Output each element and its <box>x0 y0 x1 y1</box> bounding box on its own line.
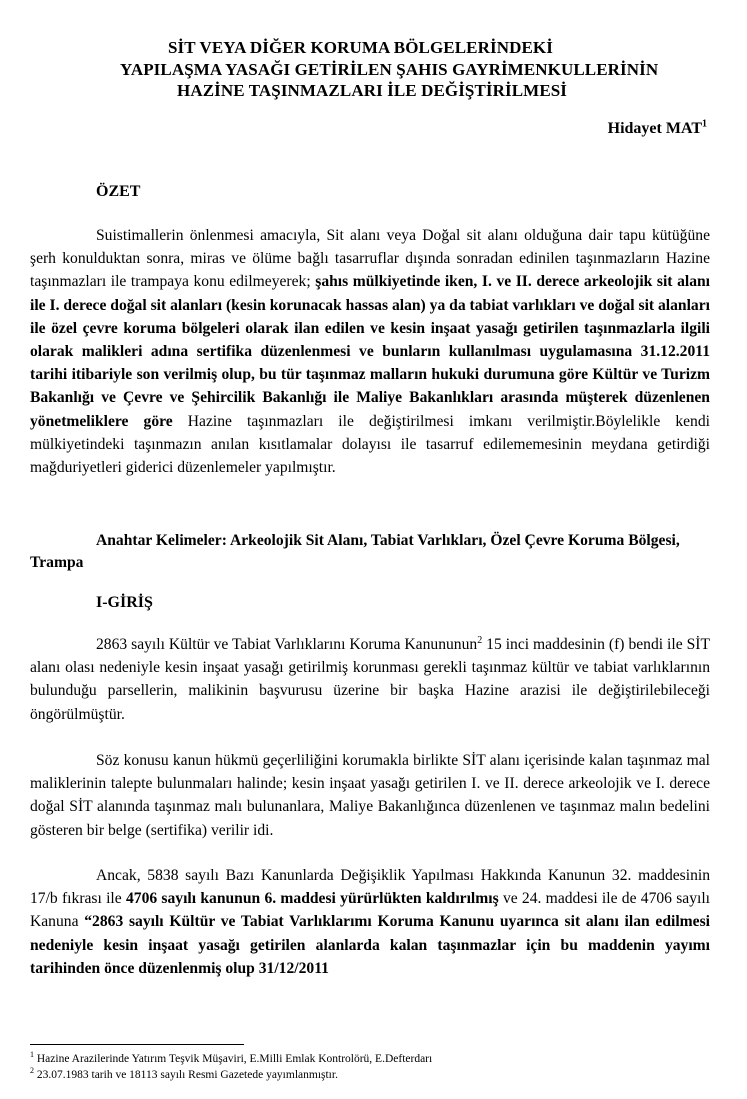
giris-paragraph-3 <box>30 864 710 980</box>
ozet-text-tail: Hazine taşınmazları ile değiştirilmesi imkanı verilmiştir.Böylelikle kendi mülkiyetindeki taşınmazın anılan kısıtlamalar dolayısı ile tasarruf edilememesinin meydana getirdiği mağduriyetleri giderici düzenlemeler yapılmıştır. <box>30 412 710 477</box>
author-name: Hidayet MAT <box>607 120 702 137</box>
footnote-2-text: 23.07.1983 tarih ve 18113 sayılı Resmi Gazetede yayımlanmıştır. <box>36 1069 338 1081</box>
author-footnote-mark: 1 <box>702 118 707 130</box>
ozet-paragraph <box>30 224 710 479</box>
keywords <box>30 530 710 574</box>
giris-p3-text-d: “2863 sayılı Kültür ve Tabiat Varlıklarımı Koruma Kanunu uyarınca sit alanı ilan edilmesi nedeniyle kesin inşaat yasağı getirilen alanlarda kalan taşınmazlar için bu maddenin yayımı tarihinden önce düzenlenmiş olup 31/12/2011 <box>30 913 710 977</box>
footnote-1-mark: 1 <box>30 1050 34 1060</box>
title-line-1: SİT VEYA DİĞER KORUMA BÖLGELERİNDEKİ <box>168 38 553 57</box>
title-line-3: HAZİNE TAŞINMAZLARI İLE DEĞİŞTİRİLMESİ <box>177 81 568 100</box>
footnote-2-mark: 2 <box>30 1066 34 1076</box>
giris-p3-text-b: 4706 sayılı kanunun 6. maddesi yürürlükten kaldırılmış <box>125 890 499 908</box>
giris-p1-text-a: 2863 sayılı Kültür ve Tabiat Varlıklarını Koruma Kanununun <box>96 636 478 653</box>
footnote-ref-2: 2 <box>477 634 483 646</box>
giris-paragraph-2 <box>30 749 710 842</box>
giris-p2-text: Söz konusu kanun hükmü geçerliliğini korumakla birlikte SİT alanı içerisinde kalan taşınmaz mal maliklerinin talepte bulunmaları halinde; kesin inşaat yasağı getirilen I. ve II. derece arkeolojik ve I. derece doğal SİT alanında taşınmaz malı bulunanlara, Maliye Bakanlığınca düzenlenen ve taşınmaz malın bedelini gösteren bir belge (sertifika) verilir idi. <box>30 752 710 839</box>
ozet-heading: ÖZET <box>96 183 141 200</box>
footnote-1 <box>30 1052 432 1066</box>
title-line-2: YAPILAŞMA YASAĞI GETİRİLEN ŞAHIS GAYRİMENKULLERİNİN <box>120 60 659 79</box>
giris-p3-text-a: Ancak, 5838 sayılı Bazı Kanunlarda Değişiklik Yapılması Hakkında Kanunun 32. maddesinin 17/b fıkrası ile <box>30 867 710 908</box>
giris-p3-text-c: ve 24. maddesi ile de 4706 sayılı Kanuna <box>30 890 711 931</box>
footnote-1-text: Hazine Arazilerinde Yatırım Teşvik Müşaviri, E.Milli Emlak Kontrolörü, E.Defterdarı <box>36 1053 433 1065</box>
giris-paragraph-1 <box>30 633 710 726</box>
ozet-text-bold: şahıs mülkiyetinde iken, I. ve II. derece arkeolojik sit alanı ile I. derece doğal sit alanları (kesin korunacak hassas alan) ya da tabiat varlıkları ve doğal sit alanları ile özel çevre koruma bölgeleri olarak ilan edilen ve kesin inşaat yasağı getirilen taşınmazlarla ilgili olarak malikleri adına sertifika düzenlenmesi ve bunların kullanılması uygulamasına 31.12.2011 tarihi itibariyle son verilmiş olup, bu tür taşınmaz malların hukuki durumuna göre Kültür ve Turizm Bakanlığı ve Çevre ve Şehircilik Bakanlığı ile Maliye Bakanlıkları arasında müşterek düzenlenen yönetmeliklere göre <box>30 273 710 430</box>
giris-p1-text-b: 15 inci maddesinin (f) bendi ile SİT alanı olası nedeniyle kesin inşaat yasağı getirilmiş korunması gerekli taşınmaz kültür ve tabiat varlıklarının bulunduğu parsellerin, malikinin başvurusu üzerine bir başka Hazine arazisi ile değiştirilebileceği öngörülmüştür. <box>30 636 710 723</box>
keywords-text: Anahtar Kelimeler: Arkeolojik Sit Alanı, Tabiat Varlıkları, Özel Çevre Koruma Bölgesi, Trampa <box>30 532 680 571</box>
ozet-text-regular: Suistimallerin önlenmesi amacıyla, Sit alanı veya Doğal sit alanı olduğuna dair tapu kütüğüne şerh konulduktan sonra, miras ve ölüme bağlı tasarruflar dışında sonradan edinilen taşınmazların Hazine taşınmazları ile trampaya konu edilmeyerek; <box>30 227 710 291</box>
giris-heading: I-GİRİŞ <box>96 594 153 611</box>
footnote-separator <box>30 1044 244 1045</box>
author <box>608 120 707 138</box>
footnote-2 <box>30 1068 338 1082</box>
